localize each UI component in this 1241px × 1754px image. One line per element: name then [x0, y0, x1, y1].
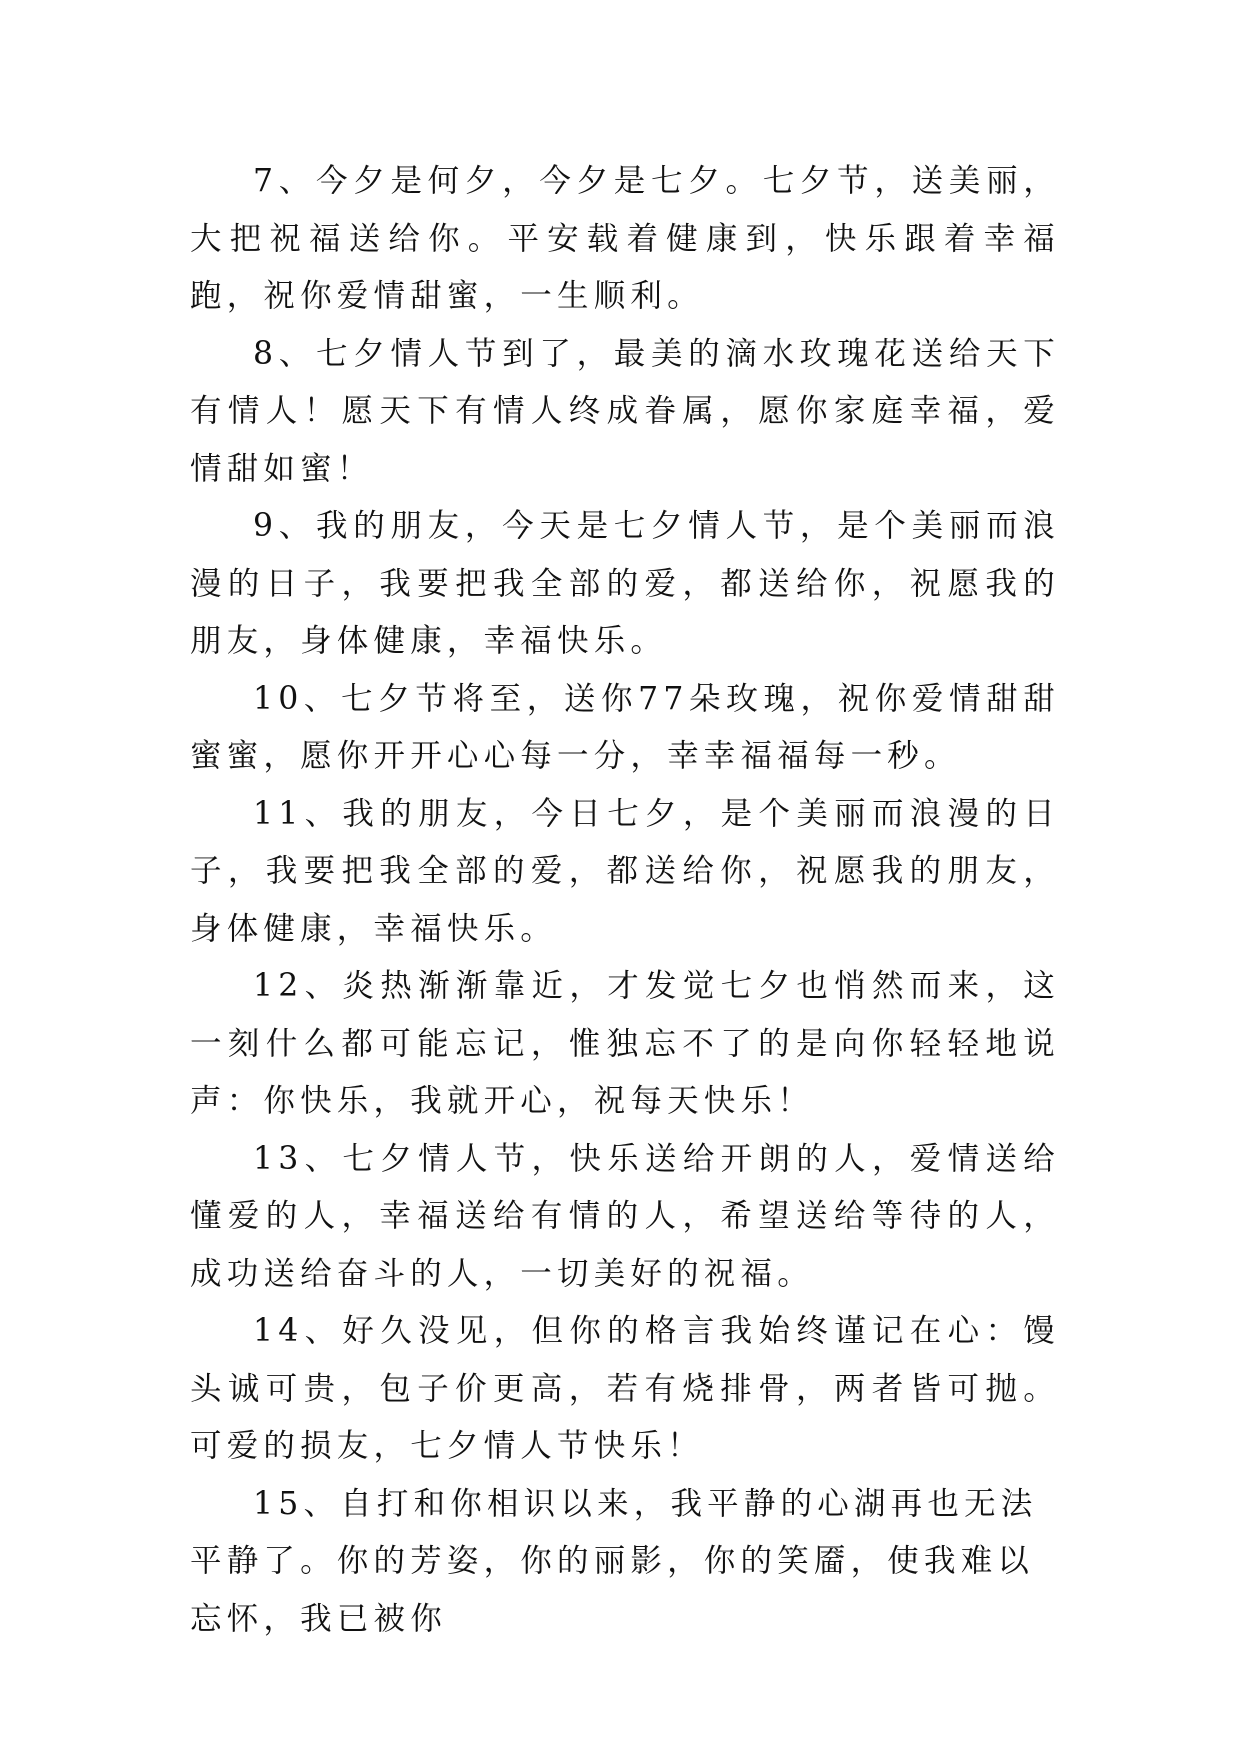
paragraph-7: 7、今夕是何夕，今夕是七夕。七夕节，送美丽，大把祝福送给你。平安载着健康到，快乐跟着幸福跑，祝你爱情甜蜜，一生顺利。 — [190, 163, 1060, 314]
paragraph-9: 9、我的朋友，今天是七夕情人节，是个美丽而浪漫的日子，我要把我全部的爱，都送给你，祝愿我的朋友，身体健康，幸福快乐。 — [190, 508, 1060, 659]
paragraph-14: 14、好久没见，但你的格言我始终谨记在心：馒头诚可贵，包子价更高，若有烧排骨，两者皆可抛。可爱的损友，七夕情人节快乐！ — [190, 1313, 1060, 1464]
paragraph-11: 11、我的朋友，今日七夕，是个美丽而浪漫的日子，我要把我全部的爱，都送给你，祝愿我的朋友，身体健康，幸福快乐。 — [190, 795, 1060, 947]
paragraph-15: 15、自打和你相识以来，我平静的心湖再也无法平静了。你的芳姿，你的丽影，你的笑靥，使我难以忘怀，我已被你 — [190, 1485, 1038, 1637]
document-body — [190, 153, 1060, 1648]
paragraph-13: 13、七夕情人节，快乐送给开朗的人，爱情送给懂爱的人，幸福送给有情的人，希望送给等待的人，成功送给奋斗的人，一切美好的祝福。 — [190, 1140, 1060, 1292]
paragraph-10: 10、七夕节将至，送你77朵玫瑰，祝你爱情甜甜蜜蜜，愿你开开心心每一分，幸幸福福每一秒。 — [190, 680, 1060, 774]
paragraph-12: 12、炎热渐渐靠近，才发觉七夕也悄然而来，这一刻什么都可能忘记，惟独忘不了的是向你轻轻地说声：你快乐，我就开心，祝每天快乐！ — [190, 968, 1060, 1119]
paragraph-8: 8、七夕情人节到了，最美的滴水玫瑰花送给天下有情人！愿天下有情人终成眷属，愿你家庭幸福，爱情甜如蜜！ — [190, 335, 1060, 487]
